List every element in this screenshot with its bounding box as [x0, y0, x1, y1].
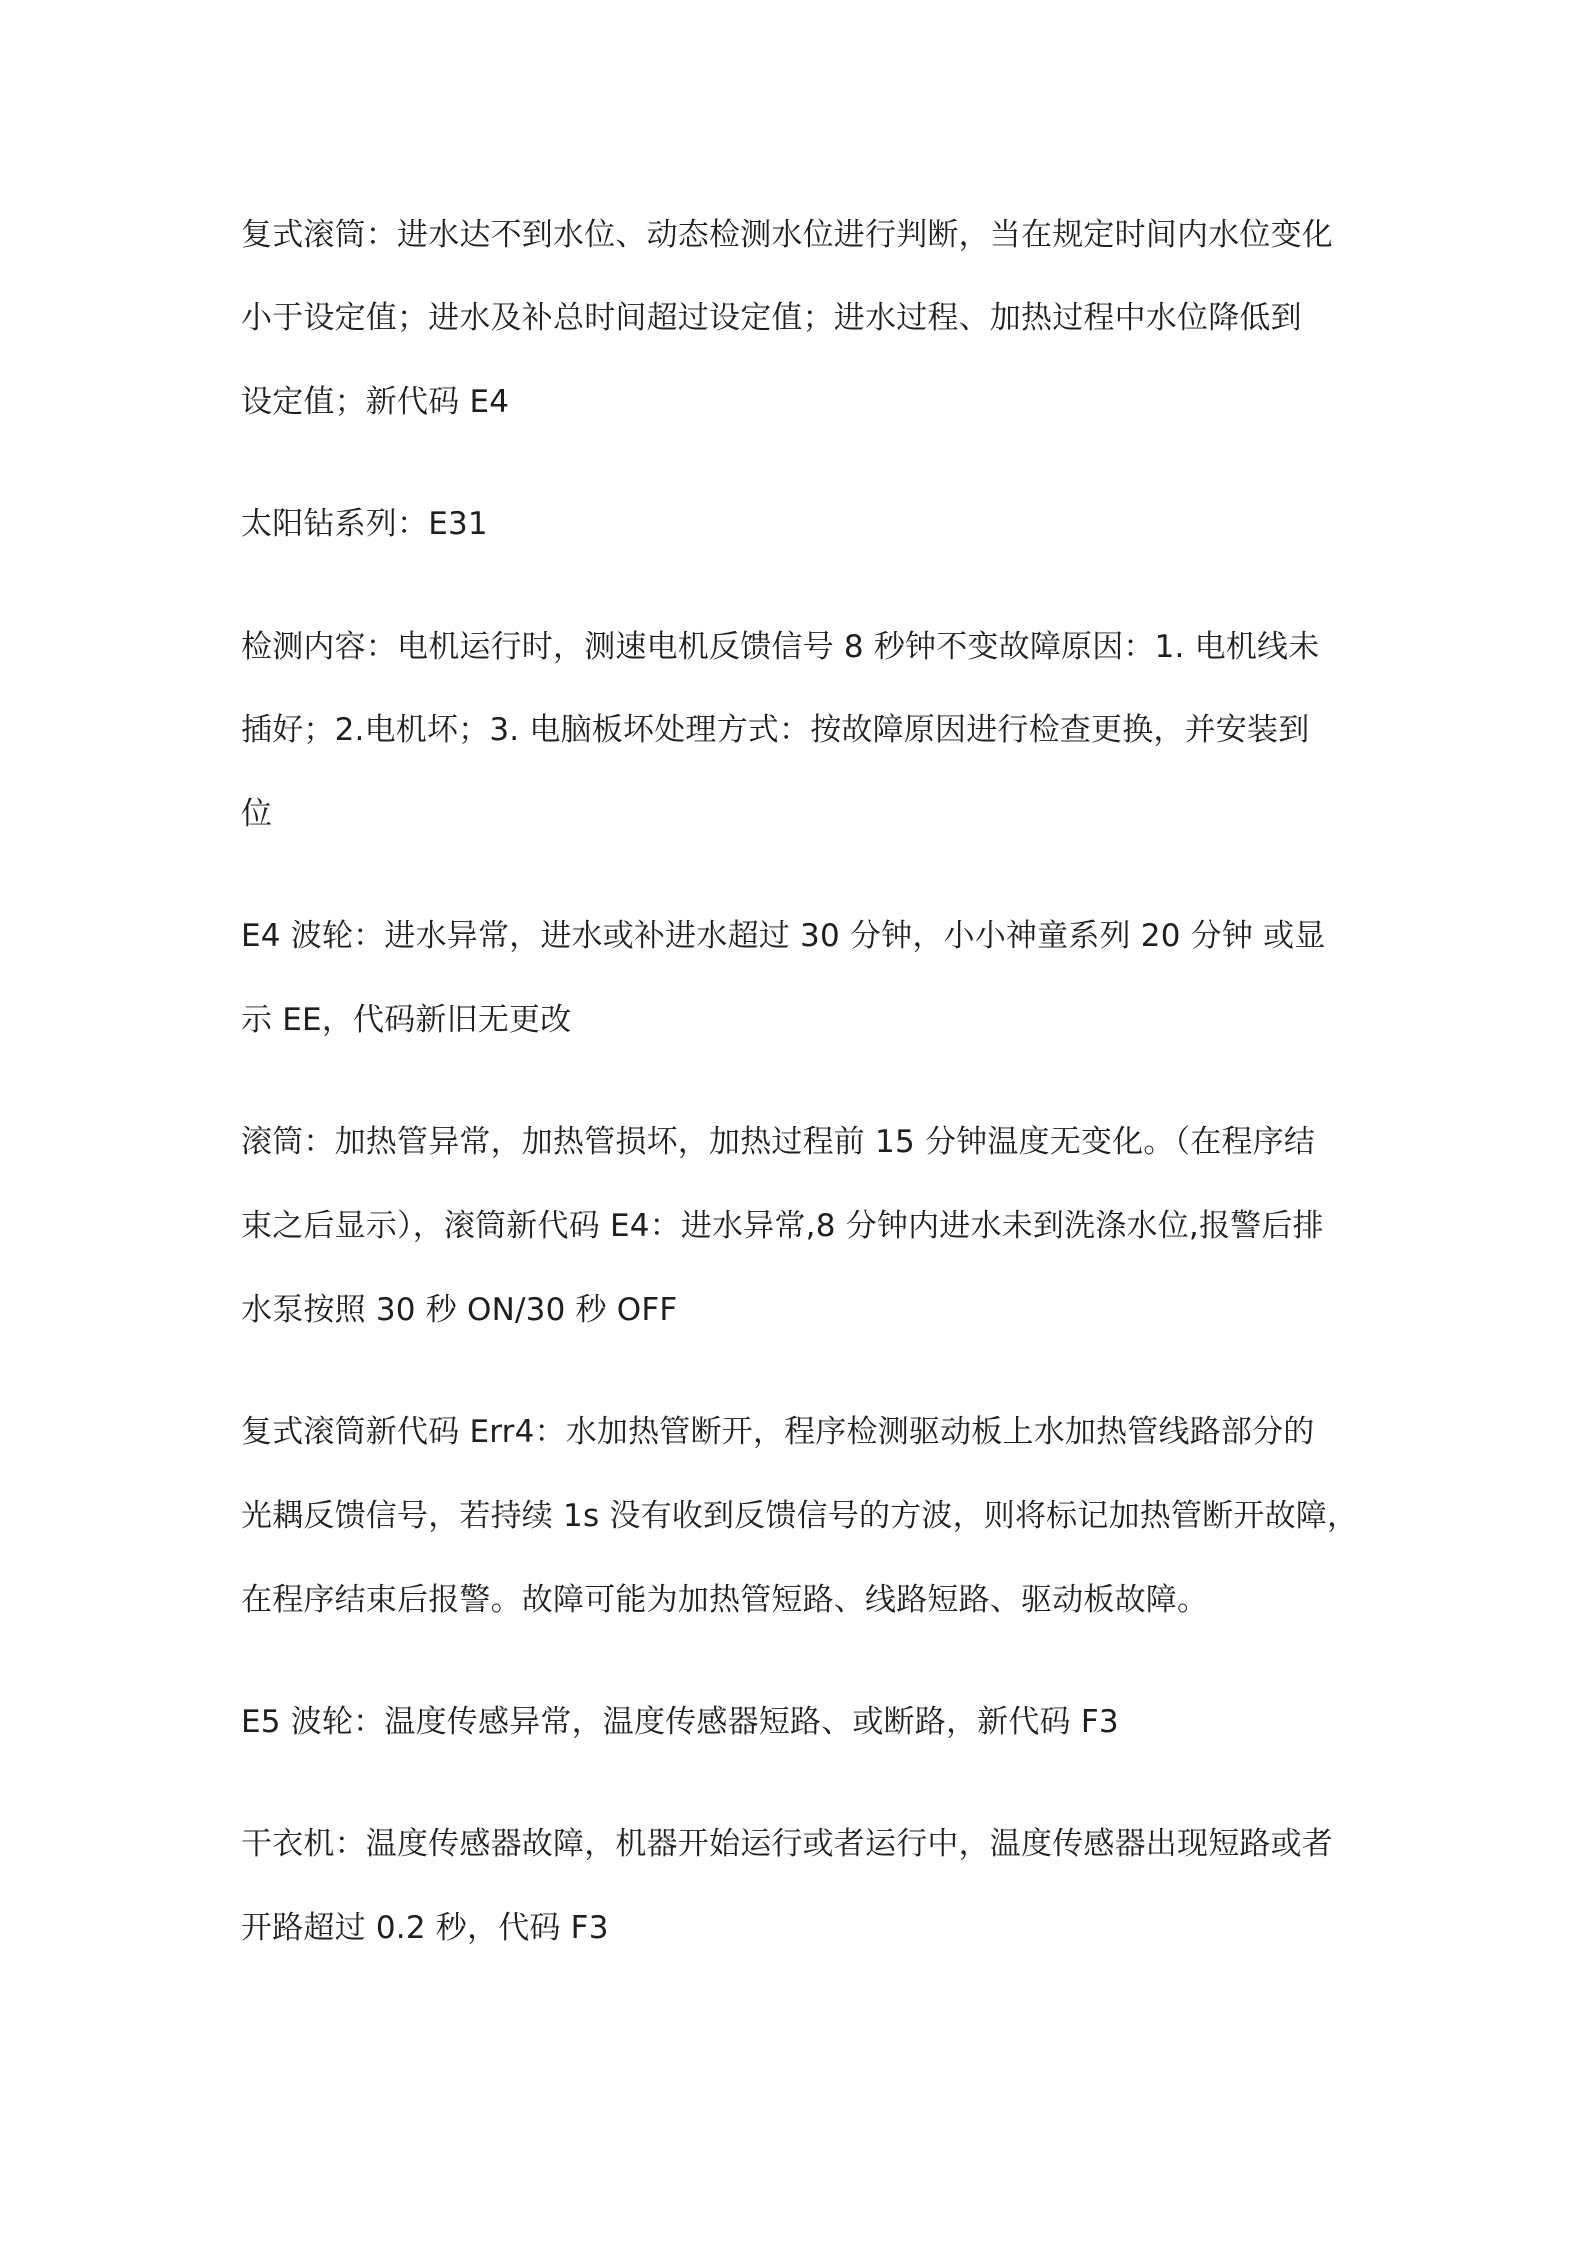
text-line-11: 束之后显示），滚筒新代码 E4：进水异常,8 分钟内进水未到洗涤水位,报警后排	[241, 1208, 1324, 1244]
text-line-3: 设定值；新代码 E4	[241, 384, 510, 420]
text-line-9: 示 EE，代码新旧无更改	[241, 1002, 572, 1038]
text-line-5: 检测内容：电机运行时，测速电机反馈信号 8 秒钟不变故障原因：1. 电机线未	[241, 629, 1320, 665]
text-line-14: 光耦反馈信号，若持续 1s 没有收到反馈信号的方波，则将标记加热管断开故障，	[241, 1498, 1359, 1534]
text-line-13: 复式滚筒新代码 Err4：水加热管断开，程序检测驱动板上水加热管线路部分的	[241, 1414, 1315, 1450]
text-line-4: 太阳钻系列：E31	[241, 506, 488, 542]
text-line-1: 复式滚筒：进水达不到水位、动态检测水位进行判断，当在规定时间内水位变化	[241, 217, 1333, 253]
text-line-12: 水泵按照 30 秒 ON/30 秒 OFF	[241, 1292, 678, 1328]
text-line-15: 在程序结束后报警。故障可能为加热管短路、线路短路、驱动板故障。	[241, 1582, 1209, 1618]
text-line-10: 滚筒：加热管异常，加热管损坏，加热过程前 15 分钟温度无变化。（在程序结	[241, 1124, 1316, 1160]
text-line-16: E5 波轮：温度传感异常，温度传感器短路、或断路，新代码 F3	[241, 1704, 1119, 1740]
text-line-7: 位	[241, 796, 273, 832]
text-line-6: 插好；2.电机坏；3. 电脑板坏处理方式：按故障原因进行检查更换，并安装到	[241, 712, 1310, 748]
text-line-8: E4 波轮：进水异常，进水或补进水超过 30 分钟，小小神童系列 20 分钟 或显	[241, 918, 1326, 954]
text-line-18: 开路超过 0.2 秒，代码 F3	[241, 1910, 609, 1946]
text-line-17: 干衣机：温度传感器故障，机器开始运行或者运行中，温度传感器出现短路或者	[241, 1826, 1333, 1862]
text-line-2: 小于设定值；进水及补总时间超过设定值；进水过程、加热过程中水位降低到	[241, 300, 1302, 336]
